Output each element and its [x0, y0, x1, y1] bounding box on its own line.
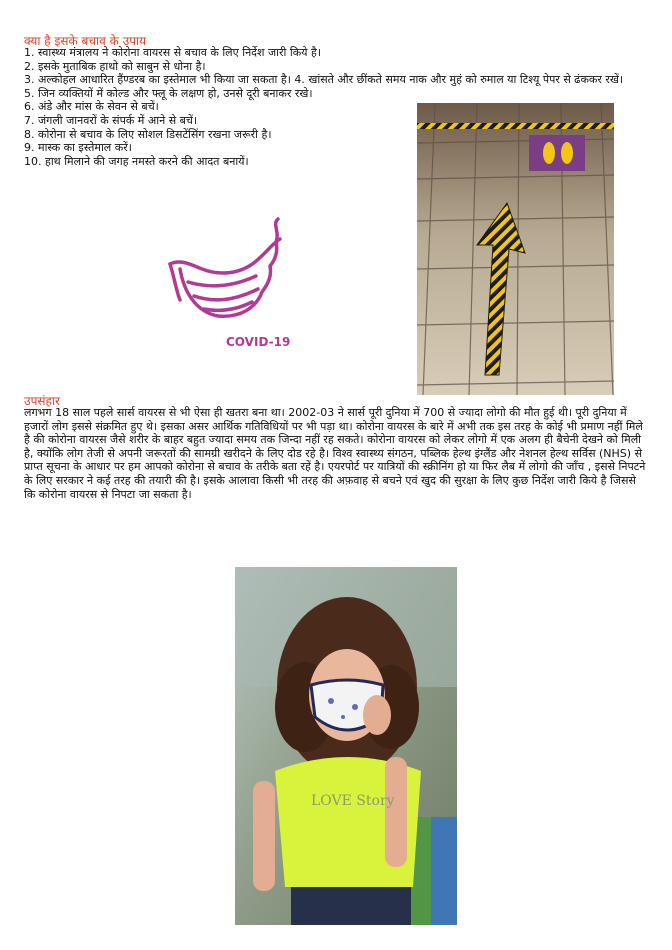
list-item: 8. कोरोना से बचाव के लिए सोशल डिसटेंसिंग रखना जरूरी है।: [24, 127, 272, 141]
list-item: 3. अल्कोहल आधारित हैंण्डरब का इस्तेमाल भी किया जा सकता है। 4. खांसते और छींकते समय नाक और मुहं को रुमाल या टिश्यू पेपर से ढंककर रखें।: [24, 73, 623, 87]
list-item: 5. जिन व्यक्तियों में कोल्ड और फ्लू के लक्षण हो, उनसे दूरी बनाकर रखे।: [24, 86, 313, 100]
floor-arrow-photo: [417, 103, 614, 395]
shirt-text: LOVE Story: [311, 793, 395, 809]
conclusion-heading: उपसंहार: [24, 394, 60, 408]
list-item: 7. जंगली जानवरों के संपर्क में आने से बचें।: [24, 113, 198, 127]
list-item: 10. हाथ मिलाने की जगह नमस्ते करने की आदत बनायें।: [24, 154, 249, 168]
list-item: 6. अंडे और मांस के सेवन से बचें।: [24, 100, 159, 114]
conclusion-paragraph: लगभग 18 साल पहले सार्स वायरस से भी ऐसा ही खतरा बना था। 2002-03 ने सार्स पूरी दुनिया में 700 से ज्यादा लोगो की मौत हुई थी। पूरी दुनिया में हजारों लोग इससे संक्रमित हुए थे। इसका असर आर्थिक गतिविधियों पर भी पड़ा था। कोरोना वायरस के बारे में अभी तक इस तरह के कोई भी प्रमाण नहीं मिले है की कोरोना वायरस जैसे शरीर के बाहर बहुत ज्यादा समय तक जिन्दा नहीं रह सकते। कोरोना वायरस को लेकर लोगो में एक अलग ही बैचेनी देखने को मिली है, क्योंकि लोग तेजी से अपनी जरूरतों की सामग्री खरीदने के लिए दोड रहे है। विश्व स्वास्थ्य संगठन, पब्लिक हेल्थ इंग्लैंड और नेशनल हेल्थ सर्विस (NHS) से प्राप्त सूचना के आधार पर हम आपको कोरोना से बचाव के तरीके बता रहें है। एयरपोर्ट पर यात्रियों की स्क्रीनिंग हो या फिर लैब में लोगो की जाँच , इससे निपटने के लिए सरकार ने कई तरह की तयारी की है। इसके आलावा किसी भी तरह की अफ़वाह से बचने एवं खुद की सुरक्षा के लिए कुछ निर्देश जारी किये है जिससे कि कोरोना वायरस से निपटा जा सकता है।: [24, 406, 646, 501]
child-mask-photo: [235, 567, 457, 925]
list-item: 9. मास्क का इस्तेमाल करें।: [24, 141, 132, 155]
covid-label: COVID-19: [226, 335, 291, 349]
footprint-sign: [529, 135, 585, 171]
list-item: 2. इसके मुताबिक हाथो को साबुन से धोना है।: [24, 59, 206, 73]
covid-mask-illustration: [160, 214, 320, 364]
list-item: 1. स्वास्थ्य मंत्रालय ने कोरोना वायरस से बचाव के लिए निर्देश जारी किये है।: [24, 46, 322, 59]
precautions-heading: क्या है इसके बचाव के उपाय: [24, 34, 147, 48]
